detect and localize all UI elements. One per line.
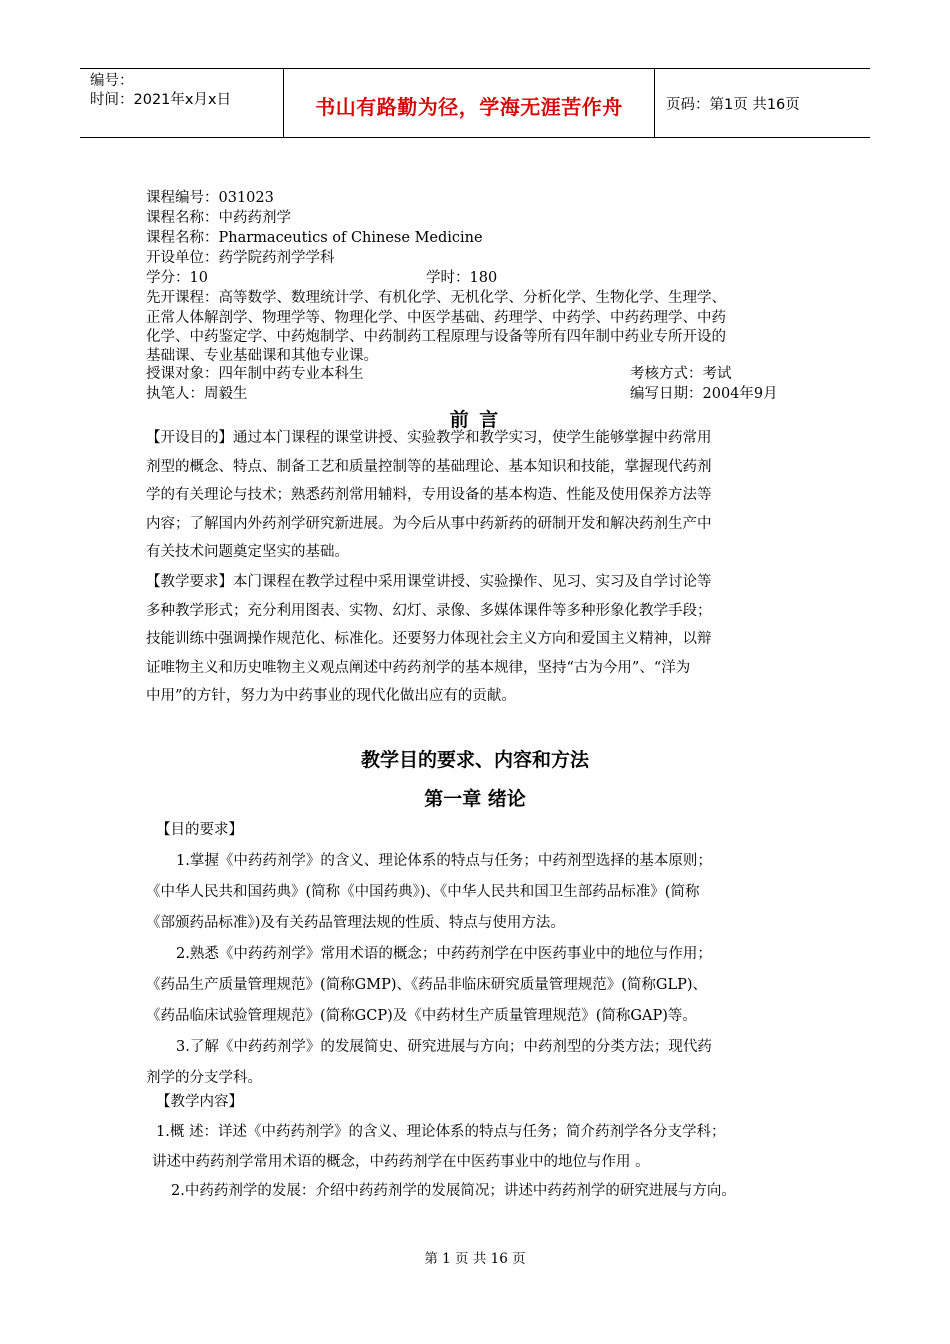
content-label: 【教学内容】	[156, 1094, 243, 1110]
preface-purpose	[146, 424, 712, 567]
content-line: 1.概 述：详述《中药药剂学》的含义、理论体系的特点与任务；简介药剂学各分支学科；	[156, 1124, 726, 1140]
aims-line: 《中华人民共和国药典》(简称《中国药典》)、《中华人民共和国卫生部药品标准》(简称	[146, 884, 700, 900]
page-header	[80, 68, 870, 138]
course-unit: 开设单位：药学院药剂学学科	[146, 250, 335, 266]
header-divider	[283, 69, 284, 137]
aims-list	[146, 846, 712, 1094]
header-left-cell	[90, 72, 231, 110]
course-hours: 学时：180	[426, 270, 498, 286]
section-title: 教学目的要求、内容和方法	[360, 749, 589, 771]
course-audience: 授课对象：四年制中药专业本科生	[146, 366, 364, 382]
header-page-label: 页码：第1页 共16页	[666, 97, 800, 113]
course-name-en: 课程名称：Pharmaceutics of Chinese Medicine	[146, 230, 483, 246]
course-credits: 学分：10	[146, 270, 208, 286]
prereq-line: 先开课程：高等数学、数理统计学、有机化学、无机化学、分析化学、生物化学、生理学、	[146, 290, 726, 306]
header-divider	[654, 69, 655, 137]
header-number-label: 编号：	[90, 73, 134, 89]
aims-line: 《部颁药品标准》)及有关药品管理法规的性质、特点与使用方法。	[146, 915, 565, 931]
content-line: 讲述中药药剂学常用术语的概念，中药药剂学在中医药事业中的地位与作用 。	[152, 1154, 650, 1170]
course-author: 执笔人：周毅生	[146, 386, 248, 402]
chapter-title: 第一章 绪论	[424, 788, 526, 810]
preface-requirements	[146, 568, 712, 711]
aims-line: 2.熟悉《中药药剂学》常用术语的概念；中药药剂学在中医药事业中的地位与作用；	[176, 946, 712, 962]
paragraph-line: 技能训练中强调操作规范化、标准化。还要努力体现社会主义方向和爱国主义精神，以辩	[146, 631, 712, 648]
prereq-line: 基础课、专业基础课和其他专业课。	[146, 348, 378, 364]
prereq-line: 化学、中药鉴定学、中药炮制学、中药制药工程原理与设备等所有四年制中药业专所开设的	[146, 329, 726, 345]
prereq-line: 正常人体解剖学、物理学等、物理化学、中医学基础、药理学、中药学、中药药理学、中药	[146, 310, 726, 326]
course-date: 编写日期：2004年9月	[630, 386, 778, 402]
aims-line: 1.掌握《中药药剂学》的含义、理论体系的特点与任务；中药剂型选择的基本原则；	[176, 853, 712, 869]
aims-line: 《药品临床试验管理规范》(简称GCP)及《中药材生产质量管理规范》(简称GAP)等。	[146, 1008, 697, 1024]
content-line: 2.中药药剂学的发展：介绍中药药剂学的发展简况；讲述中药药剂学的研究进展与方向。	[171, 1183, 736, 1199]
header-motto: 书山有路勤为径，学海无涯苦作舟	[315, 95, 623, 119]
paragraph-line: 有关技术问题奠定坚实的基础。	[146, 544, 349, 561]
paragraph-line: 【开设目的】通过本门课程的课堂讲授、实验教学和教学实习，使学生能够掌握中药常用	[146, 430, 712, 446]
course-exam: 考核方式：考试	[630, 366, 732, 382]
preface-title: 前 言	[449, 409, 501, 431]
paragraph-line: 剂型的概念、特点、制备工艺和质量控制等的基础理论、基本知识和技能，掌握现代药剂	[146, 458, 712, 475]
paragraph-line: 学的有关理论与技术；熟悉药剂常用辅料，专用设备的基本构造、性能及使用保养方法等	[146, 487, 712, 504]
paragraph-line: 【教学要求】本门课程在教学过程中采用课堂讲授、实验操作、见习、实习及自学讨论等	[146, 574, 712, 590]
paragraph-line: 证唯物主义和历史唯物主义观点阐述中药药剂学的基本规律，坚持“古为今用”、“洋为	[146, 659, 691, 676]
course-name-cn: 课程名称：中药药剂学	[146, 210, 291, 226]
paragraph-line: 中用”的方针，努力为中药事业的现代化做出应有的贡献。	[146, 688, 516, 705]
header-time-label: 时间：2021年x月x日	[90, 92, 232, 108]
paragraph-line: 多种教学形式；充分利用图表、实物、幻灯、录像、多媒体课件等多种形象化教学手段；	[146, 602, 712, 619]
aims-label: 【目的要求】	[156, 822, 243, 838]
paragraph-line: 内容；了解国内外药剂学研究新进展。为今后从事中药新药的研制开发和解决药剂生产中	[146, 515, 712, 532]
page-footer: 第 1 页 共 16 页	[424, 1251, 526, 1267]
aims-line: 3.了解《中药药剂学》的发展简史、研究进展与方向；中药剂型的分类方法；现代药	[176, 1039, 712, 1055]
course-code: 课程编号：031023	[146, 190, 274, 206]
aims-line: 《药品生产质量管理规范》(简称GMP)、《药品非临床研究质量管理规范》(简称GLP)、	[146, 977, 708, 993]
aims-line: 剂学的分支学科。	[146, 1070, 262, 1086]
